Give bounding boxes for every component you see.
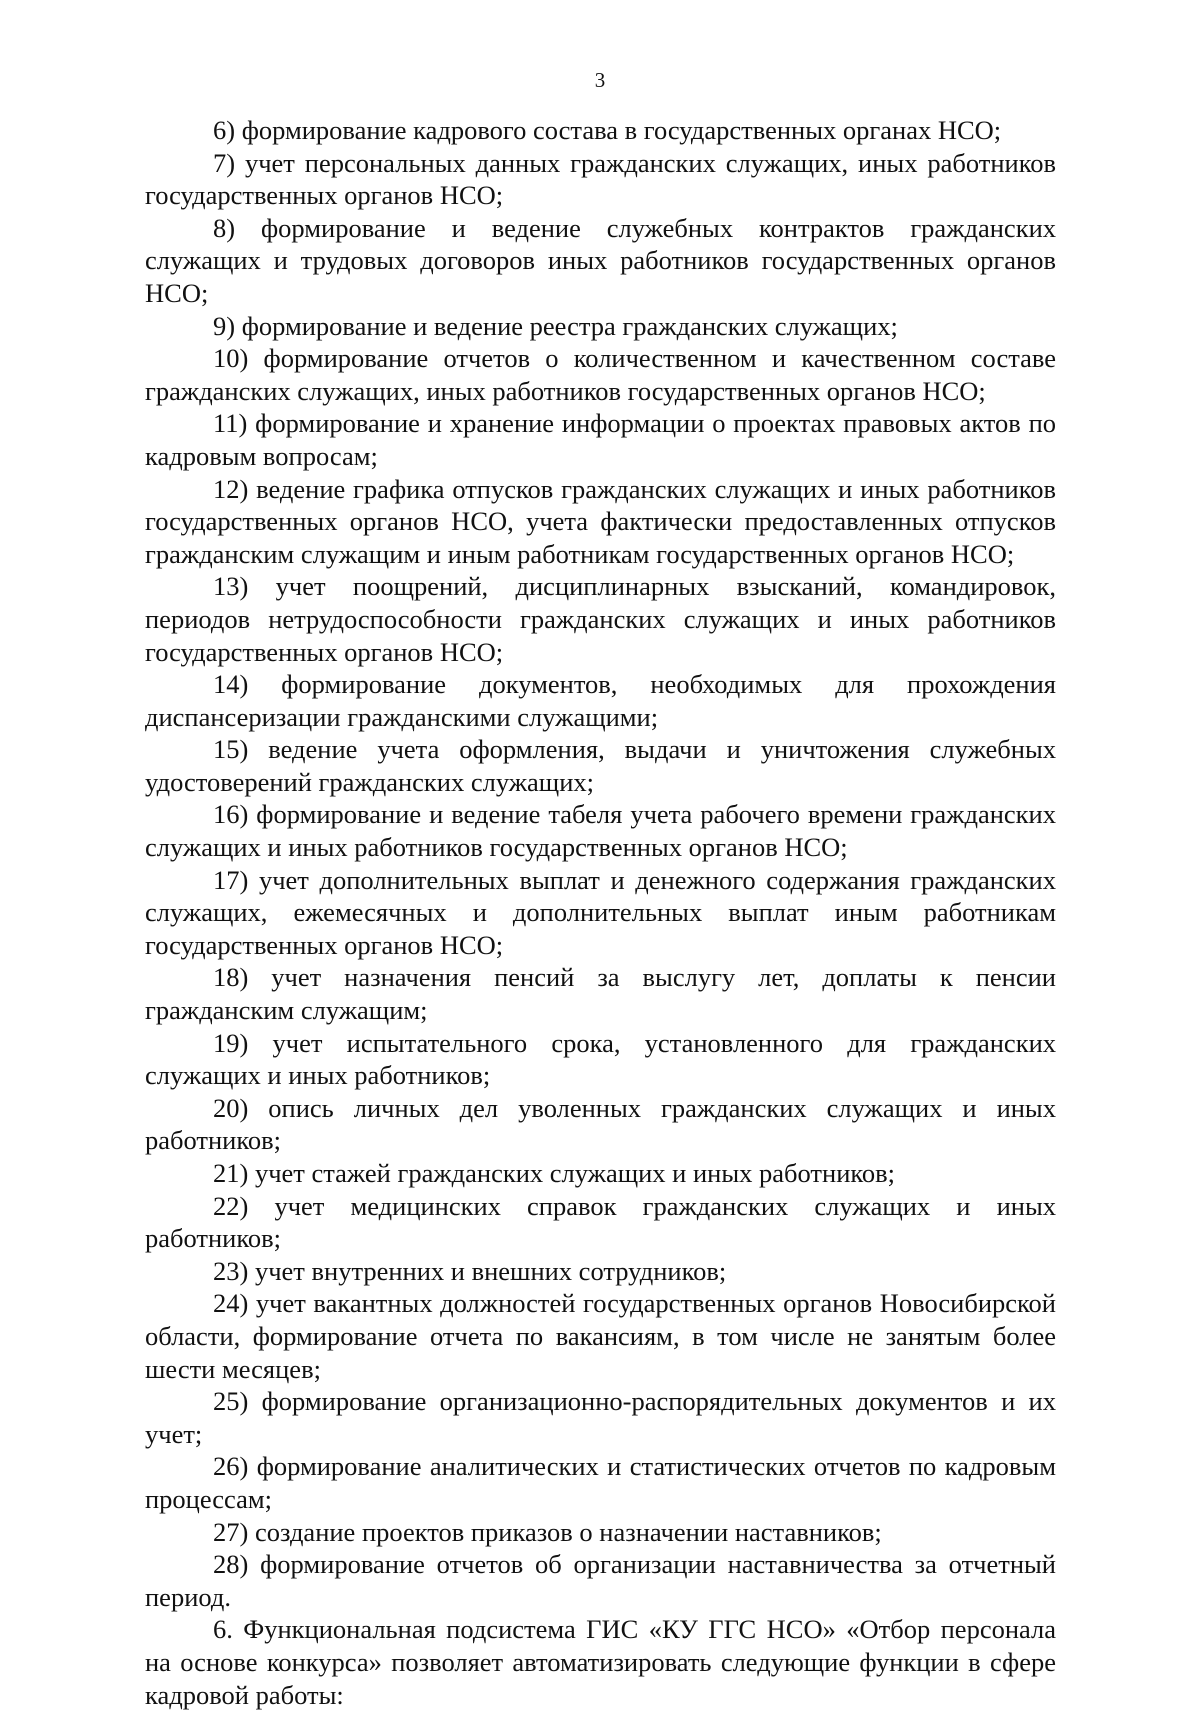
list-item: 11) формирование и хранение информации о проектах правовых актов по кадровым вопросам; (145, 408, 1056, 471)
list-item: 13) учет поощрений, дисциплинарных взысканий, командировок, периодов нетрудоспособности гражданских служащих и иных работников государственных органов НСО; (145, 571, 1056, 667)
section-paragraph: 6. Функциональная подсистема ГИС «КУ ГГС НСО» «Отбор персонала на основе конкурса» позволяет автоматизировать следующие функции в сфере кадровой работы: (145, 1614, 1056, 1710)
list-item: 9) формирование и ведение реестра гражданских служащих; (213, 310, 898, 341)
list-item: 15) ведение учета оформления, выдачи и уничтожения служебных удостоверений гражданских служащих; (145, 734, 1056, 797)
list-item: 22) учет медицинских справок гражданских служащих и иных работников; (145, 1190, 1056, 1254)
list-item: 18) учет назначения пенсий за выслугу лет, доплаты к пенсии гражданским служащим; (145, 962, 1056, 1026)
list-item: 19) учет испытательного срока, установленного для гражданских служащих и иных работников; (145, 1027, 1056, 1091)
list-item: 7) учет персональных данных гражданских служащих, иных работников государственных органов НСО; (145, 147, 1056, 211)
list-item: 8) формирование и ведение служебных контрактов гражданских служащих и трудовых договоров иных работников государственных органов НСО; (145, 212, 1056, 308)
list-item: 16) формирование и ведение табеля учета рабочего времени гражданских служащих и иных работников государственных органов НСО; (145, 799, 1056, 863)
page-number: 3 (594, 68, 606, 92)
list-item: 23) учет внутренних и внешних сотрудников; (213, 1255, 727, 1286)
list-item: 24) учет вакантных должностей государственных органов Новосибирской области, формирование отчета по вакансиям, в том числе не занятым более шести месяцев; (145, 1288, 1056, 1384)
list-item: 28) формирование отчетов об организации наставничества за отчетный период. (145, 1549, 1056, 1612)
document-body (145, 114, 1056, 1711)
list-item: 27) создание проектов приказов о назначении наставников; (213, 1516, 882, 1547)
list-item: 26) формирование аналитических и статистических отчетов по кадровым процессам; (145, 1451, 1056, 1514)
list-item: 6) формирование кадрового состава в государственных органах НСО; (213, 115, 1002, 145)
list-item: 20) опись личных дел уволенных гражданских служащих и иных работников; (145, 1092, 1056, 1156)
list-item: 14) формирование документов, необходимых для прохождения диспансеризации гражданскими служащими; (145, 669, 1056, 732)
list-item: 10) формирование отчетов о количественном и качественном составе гражданских служащих, иных работников государственных органов НСО; (145, 343, 1056, 406)
list-item: 12) ведение графика отпусков гражданских служащих и иных работников государственных органов НСО, учета фактически предоставленных отпусков гражданским служащим и иным работникам государственных органов НСО; (145, 473, 1056, 569)
list-item: 25) формирование организационно-распорядительных документов и их учет; (145, 1386, 1056, 1449)
list-item: 21) учет стажей гражданских служащих и иных работников; (213, 1158, 896, 1188)
list-item: 17) учет дополнительных выплат и денежного содержания гражданских служащих, ежемесячных и дополнительных выплат иным работникам государственных органов НСО; (145, 864, 1056, 960)
